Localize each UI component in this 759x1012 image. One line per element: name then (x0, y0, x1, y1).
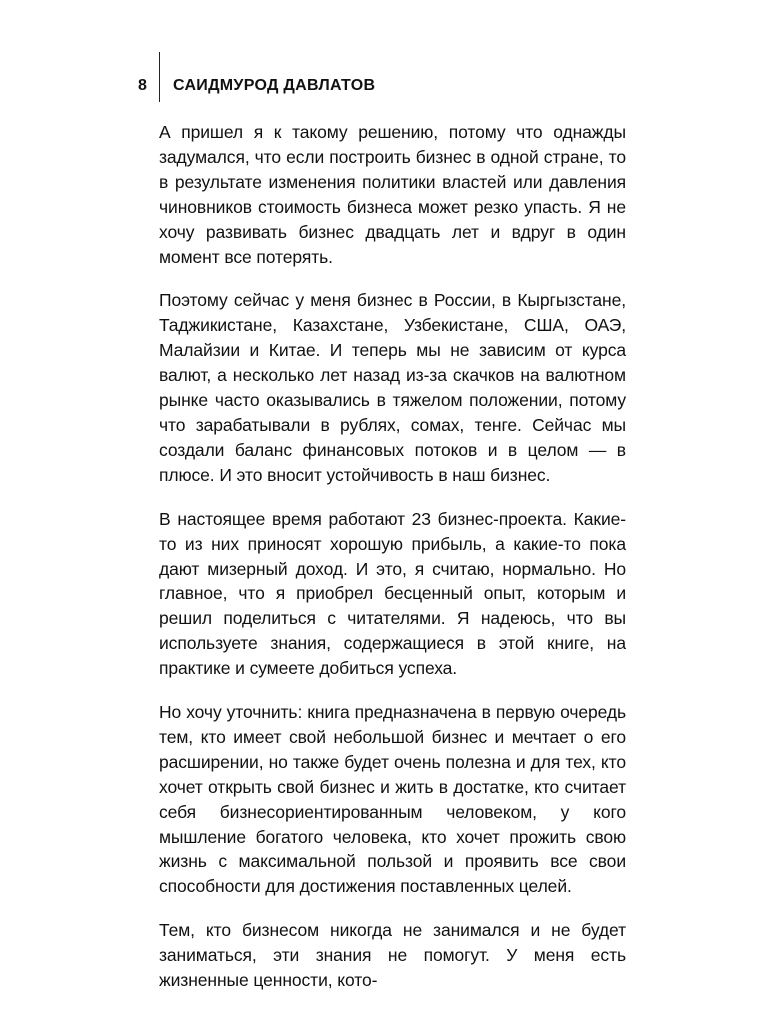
header-divider (159, 52, 160, 102)
paragraph: Но хочу уточнить: книга предназначена в первую очередь тем, кто имеет свой небольшой бизнес и мечтает о его расширении, но также будет очень полезна и для тех, кто хочет открыть свой бизнес и жить в достатке, кто считает себя бизнесориентированным человеком, у кого мышление богатого человека, кто хочет прожить свою жизнь с максимальной пользой и проявить все свои способности для достижения поставленных целей. (159, 702, 626, 897)
paragraph: Поэтому сейчас у меня бизнес в России, в Кыргызстане, Таджикистане, Казахстане, Узбекистане, США, ОАЭ, Малайзии и Китае. И теперь мы не зависим от курса валют, а несколько лет назад из-за скачков на валютном рынке часто оказывались в тяжелом положении, потому что зарабатывали в рублях, сомах, тенге. Сейчас мы создали баланс финансовых потоков и в целом — в плюсе. И это вносит устойчивость в наш бизнес. (159, 290, 626, 485)
body-text (159, 120, 626, 1012)
paragraph: А пришел я к такому решению, потому что однажды задумался, что если построить бизнес в одной стране, то в результате изменения политики властей или давления чиновников стоимость бизнеса может резко упасть. Я не хочу развивать бизнес двадцать лет и вдруг в один момент все потерять. (159, 122, 626, 267)
page-number: 8 (138, 77, 147, 94)
paragraph: Тем, кто бизнесом никогда не занимался и не будет заниматься, эти знания не помогут. У меня есть жизненные ценности, кото- (159, 920, 626, 991)
page-header (0, 52, 759, 102)
running-title: САИДМУРОД ДАВЛАТОВ (173, 77, 376, 94)
paragraph: В настоящее время работают 23 бизнес-проекта. Какие-то из них приносят хорошую прибыль, а какие-то пока дают мизерный доход. И это, я считаю, нормально. Но главное, что я приобрел бесценный опыт, которым и решил поделиться с читателями. Я надеюсь, что вы используете знания, содержащиеся в этой книге, на практике и сумеете добиться успеха. (159, 508, 626, 679)
